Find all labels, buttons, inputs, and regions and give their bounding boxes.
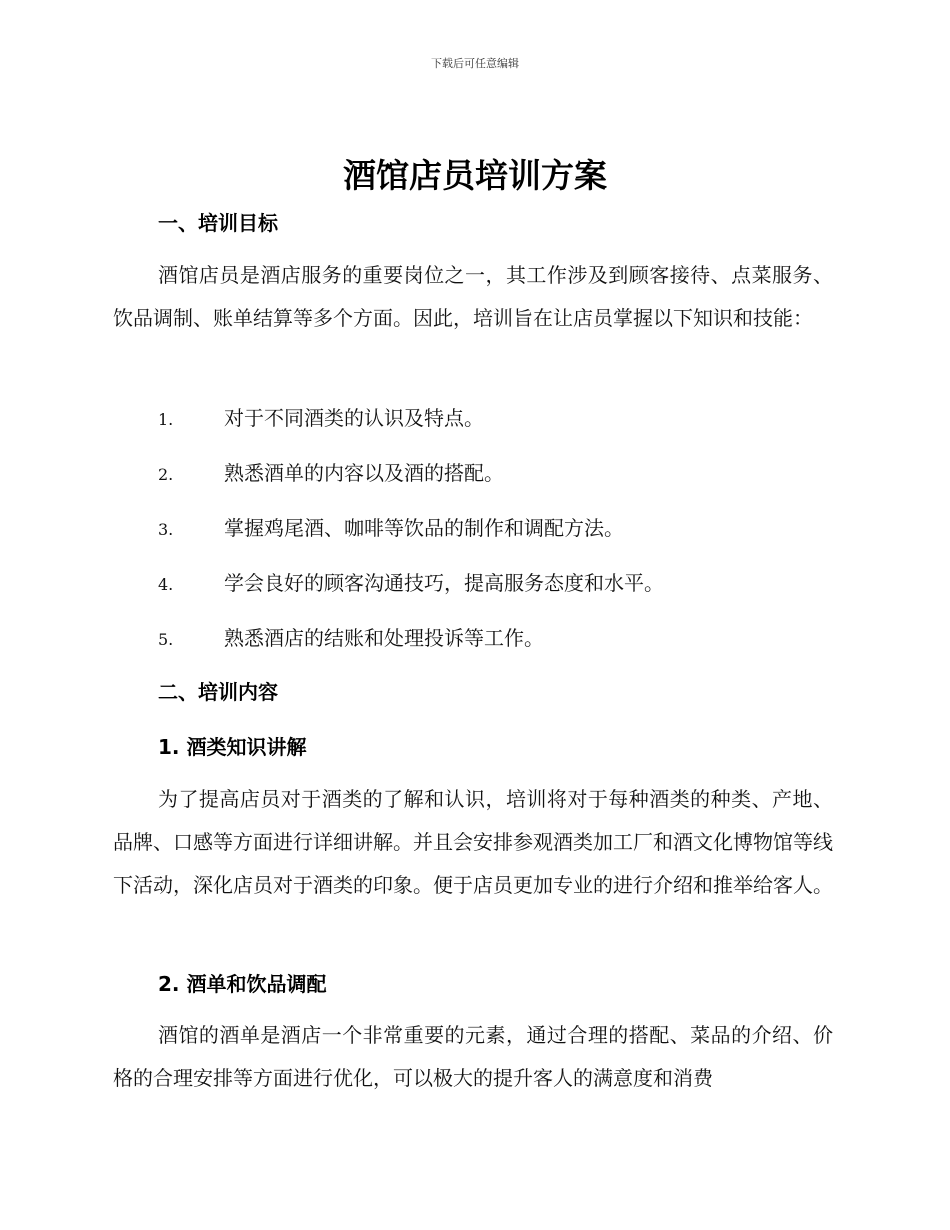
list-number: 1. xyxy=(158,410,174,429)
list-text: 熟悉酒单的内容以及酒的搭配。 xyxy=(224,461,504,485)
subsection-heading-menu-drinks: 2. 酒单和饮品调配 xyxy=(158,972,327,996)
menu-drinks-paragraph: 酒馆的酒单是酒店一个非常重要的元素，通过合理的搭配、菜品的介绍、价格的合理安排等方面进行优化，可以极大的提升客人的满意度和消费 xyxy=(113,1023,833,1090)
list-item xyxy=(158,512,624,541)
list-text: 学会良好的顾客沟通技巧，提高服务态度和水平。 xyxy=(224,571,664,595)
list-item xyxy=(158,457,504,486)
list-text: 对于不同酒类的认识及特点。 xyxy=(224,406,484,430)
header-note: 下载后可任意编辑 xyxy=(431,57,519,70)
list-number: 2. xyxy=(158,465,174,484)
list-number: 4. xyxy=(158,575,174,594)
list-text: 掌握鸡尾酒、咖啡等饮品的制作和调配方法。 xyxy=(224,516,624,540)
list-number: 5. xyxy=(158,630,174,649)
list-text: 熟悉酒店的结账和处理投诉等工作。 xyxy=(224,626,544,650)
section-heading-content: 二、培训内容 xyxy=(158,680,278,704)
list-item xyxy=(158,567,664,596)
subsection-heading-wine-knowledge: 1. 酒类知识讲解 xyxy=(158,735,307,759)
section-heading-goals: 一、培训目标 xyxy=(158,211,278,235)
list-number: 3. xyxy=(158,520,174,539)
document-title: 酒馆店员培训方案 xyxy=(343,156,607,195)
list-item xyxy=(158,402,484,431)
wine-knowledge-paragraph: 为了提高店员对于酒类的了解和认识，培训将对于每种酒类的种类、产地、品牌、口感等方面进行详细讲解。并且会安排参观酒类加工厂和酒文化博物馆等线下活动，深化店员对于酒类的印象。便于店员更加专业的进行介绍和推举给客人。 xyxy=(113,787,833,897)
goals-paragraph: 酒馆店员是酒店服务的重要岗位之一，其工作涉及到顾客接待、点菜服务、饮品调制、账单结算等多个方面。因此，培训旨在让店员掌握以下知识和技能： xyxy=(113,263,833,330)
list-item xyxy=(158,622,544,651)
